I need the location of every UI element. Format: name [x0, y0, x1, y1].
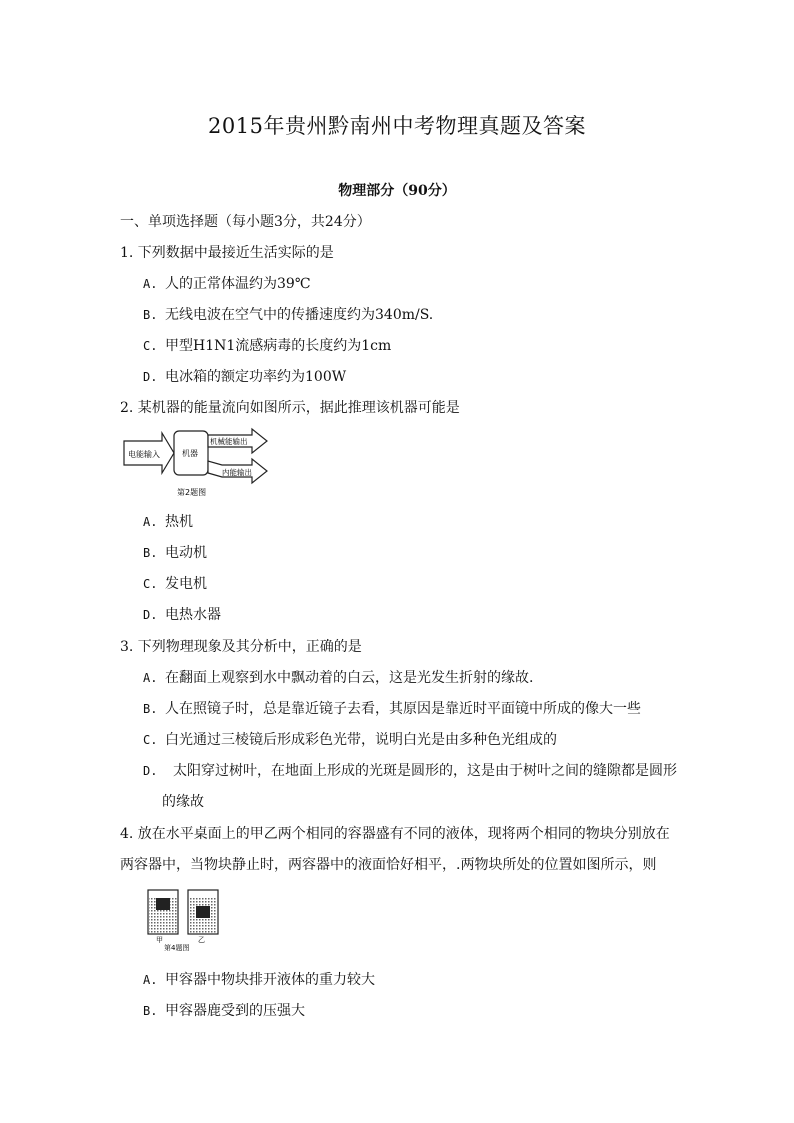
q3-option-b: [143, 699, 641, 719]
option-text: 甲容器中物块排开液体的重力较大: [165, 972, 375, 988]
containers-diagram: [142, 886, 224, 952]
option-letter: B.: [143, 546, 158, 560]
option-text: 电动机: [165, 545, 207, 561]
option-text: 太阳穿过树叶，在地面上形成的光斑是圆形的，这是由于树叶之间的缝隙都是圆形: [173, 763, 677, 779]
part-heading: 一、单项选择题（每小题3分，共24分）: [120, 214, 371, 230]
q4-option-a: [143, 970, 375, 990]
option-letter: C.: [143, 733, 158, 747]
question-4-stem-line1: 4. 放在水平桌面上的甲乙两个相同的容器盛有不同的液体，现将两个相同的物块分别放在: [120, 826, 670, 842]
q2-option-b: [143, 543, 207, 563]
label-yi: 乙: [198, 936, 205, 944]
energy-flow-diagram: [122, 425, 272, 500]
option-letter: A.: [143, 515, 158, 529]
option-letter: D.: [143, 608, 158, 622]
option-letter: C.: [143, 577, 158, 591]
option-text: 人在照镜子时，总是靠近镜子去看，其原因是靠近时平面镜中所成的像大一些: [165, 701, 641, 717]
option-letter: A.: [143, 277, 158, 291]
figure-caption: 第4题图: [164, 944, 190, 952]
document-title: 2015年贵州黔南州中考物理真题及答案: [208, 114, 586, 138]
label-jia: 甲: [156, 936, 163, 944]
option-letter: A.: [143, 973, 158, 987]
q3-option-d: [143, 761, 677, 781]
section-title: 物理部分（90分）: [338, 183, 456, 199]
option-text: 甲容器鹿受到的压强大: [165, 1003, 305, 1019]
block-jia: [156, 898, 170, 910]
question-2-stem: 2. 某机器的能量流向如图所示，据此推理该机器可能是: [120, 400, 460, 416]
q3-option-a: [143, 668, 533, 688]
option-letter: B.: [143, 308, 158, 322]
q2-option-a: [143, 512, 193, 532]
block-yi: [196, 906, 210, 918]
option-text: 热机: [165, 514, 193, 530]
option-letter: D.: [143, 764, 158, 778]
q3-option-c: [143, 730, 557, 750]
option-letter: B.: [143, 1004, 158, 1018]
option-text: 白光通过三棱镜后形成彩色光带，说明白光是由多种色光组成的: [165, 732, 557, 748]
question-3-stem: 3. 下列物理现象及其分析中，正确的是: [120, 639, 362, 655]
q3-option-d-continuation: 的缘故: [162, 794, 204, 810]
option-letter: B.: [143, 702, 158, 716]
q4-option-b: [143, 1001, 305, 1021]
containers-figure: [142, 886, 224, 952]
energy-flow-figure: [122, 425, 272, 500]
option-letter: A.: [143, 671, 158, 685]
output1-label: 机械能输出: [210, 437, 248, 446]
q1-option-c: [143, 336, 391, 356]
q2-option-d: [143, 605, 221, 625]
option-text: 甲型H1N1流感病毒的长度约为1cm: [165, 338, 392, 354]
q1-option-a: [143, 274, 310, 294]
machine-label: 机器: [182, 449, 198, 458]
option-letter: D.: [143, 370, 158, 384]
question-1-stem: 1. 下列数据中最接近生活实际的是: [120, 245, 334, 261]
option-text: 在翻面上观察到水中飘动着的白云，这是光发生折射的缘故.: [165, 670, 534, 686]
option-text: 电冰箱的额定功率约为100W: [165, 369, 347, 385]
q1-option-b: [143, 305, 433, 325]
figure-caption: 第2题图: [177, 488, 207, 497]
q1-option-d: [143, 367, 346, 387]
option-text: 人的正常体温约为39℃: [165, 276, 311, 292]
q2-option-c: [143, 574, 207, 594]
question-4-stem-line2: 两容器中，当物块静止时，两容器中的液面恰好相平，.两物块所处的位置如图所示，则: [120, 857, 657, 873]
option-letter: C.: [143, 339, 158, 353]
output2-label: 内能输出: [222, 468, 252, 477]
input-label: 电能输入: [128, 450, 160, 459]
option-text: 电热水器: [165, 607, 221, 623]
option-text: 发电机: [165, 576, 207, 592]
option-text: 无线电波在空气中的传播速度约为340m/S.: [165, 307, 434, 323]
